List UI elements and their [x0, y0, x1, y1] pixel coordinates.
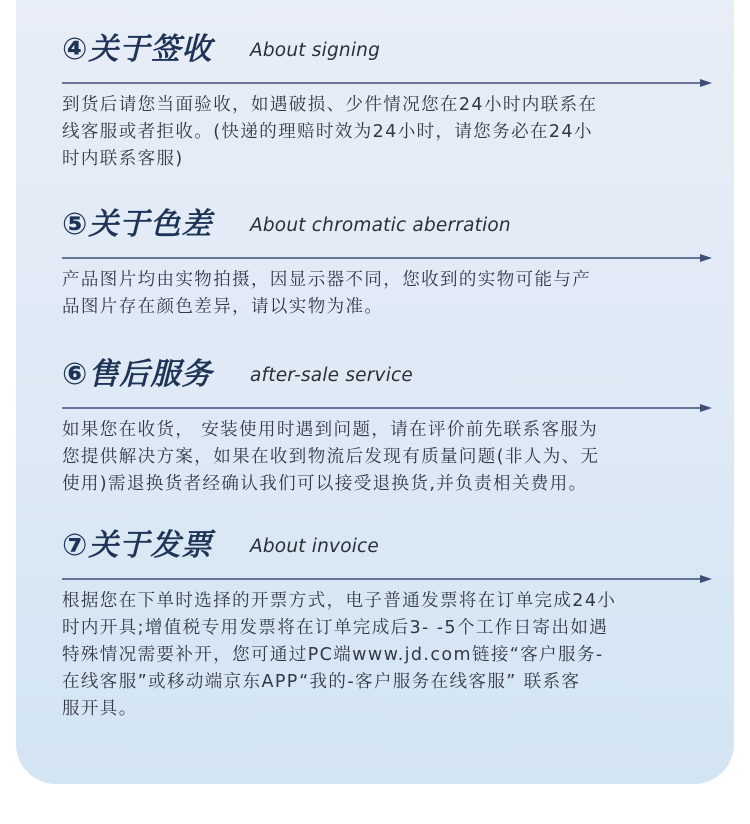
body-line: 特殊情况需要补开，您可通过PC端www.jd.com链接“客户服务-	[62, 645, 604, 665]
body-line: 到货后请您当面验收，如遇破损、少件情况您在24小时内联系在	[62, 95, 598, 115]
body-line: 在线客服”或移动端京东APP“我的-客户服务在线客服” 联系客	[62, 672, 581, 692]
section-subtitle: after-sale service	[250, 365, 413, 386]
body-line: 时内开具;增值税专用发票将在订单完成后3- -5个工作日寄出如遇	[62, 618, 609, 638]
body-line: 根据您在下单时选择的开票方式，电子普通发票将在订单完成24小	[62, 591, 617, 611]
section-subtitle: About signing	[250, 40, 381, 61]
arrow-divider-icon	[62, 574, 712, 584]
section-title: ④关于签收	[62, 32, 213, 67]
section-after-sale	[62, 355, 712, 494]
section-subtitle: About invoice	[250, 536, 380, 557]
section-body	[62, 417, 702, 498]
arrow-divider-icon	[62, 78, 712, 88]
section-body	[62, 92, 702, 173]
section-chromatic-aberration	[62, 205, 712, 317]
section-body	[62, 588, 702, 723]
section-invoice	[62, 526, 712, 719]
section-subtitle: About chromatic aberration	[250, 215, 511, 236]
section-title: ⑥售后服务	[62, 357, 213, 392]
section-signing	[62, 30, 712, 169]
section-body	[62, 267, 702, 321]
section-title: ⑦关于发票	[62, 528, 213, 563]
body-line: 如果您在收货， 安装使用时遇到问题，请在评价前先联系客服为	[62, 420, 599, 440]
body-line: 服开具。	[62, 699, 138, 719]
arrow-divider-icon	[62, 403, 712, 413]
body-line: 使用)需退换货者经确认我们可以接受退换货,并负责相关费用。	[62, 474, 588, 494]
section-header	[62, 30, 712, 70]
section-header	[62, 526, 712, 566]
body-line: 您提供解决方案，如果在收到物流后发现有质量问题(非人为、无	[62, 447, 600, 467]
body-line: 产品图片均由实物拍摄，因显示器不同，您收到的实物可能与产	[62, 270, 592, 290]
section-title: ⑤关于色差	[62, 207, 213, 242]
arrow-divider-icon	[62, 253, 712, 263]
body-line: 线客服或者拒收。(快递的理赔时效为24小时，请您务必在24小	[62, 122, 593, 142]
section-header	[62, 355, 712, 395]
body-line: 品图片存在颜色差异，请以实物为准。	[62, 297, 384, 317]
body-line: 时内联系客服)	[62, 149, 184, 169]
section-header	[62, 205, 712, 245]
